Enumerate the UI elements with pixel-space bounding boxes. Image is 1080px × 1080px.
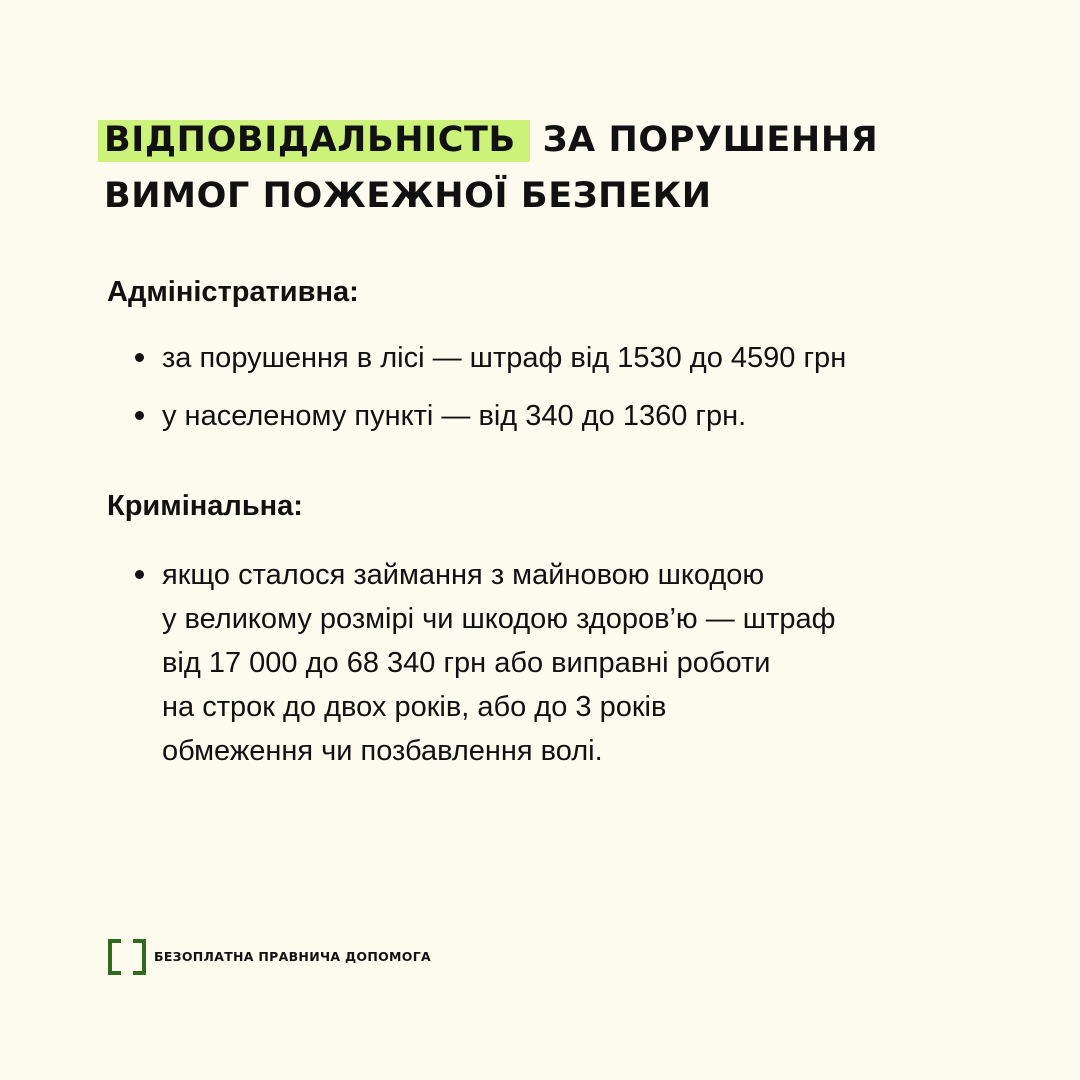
title-highlight: ВІДПОВІДАЛЬНІСТЬ [98, 120, 530, 162]
bullet-icon [135, 353, 144, 362]
section-heading-criminal: Кримінальна: [107, 490, 303, 522]
list-item-text: у населеному пункті — від 340 до 1360 грн. [162, 400, 747, 432]
section-heading-administrative: Адміністративна: [107, 276, 359, 308]
page-title [104, 112, 1004, 224]
administrative-list [135, 336, 1015, 438]
list-item-text: за порушення в лісі — штраф від 1530 до 4590 грн [162, 342, 847, 374]
bullet-icon [135, 411, 144, 420]
footer [108, 938, 431, 974]
list-item [135, 336, 1015, 380]
title-line1-rest: ЗА ПОРУШЕННЯ [529, 120, 879, 160]
criminal-list [135, 553, 1015, 773]
list-item [135, 553, 1015, 773]
brand-name: БЕЗОПЛАТНА ПРАВНИЧА ДОПОМОГА [154, 948, 431, 964]
list-item [135, 394, 1015, 438]
bracket-logo-icon [108, 939, 146, 973]
title-line2: ВИМОГ ПОЖЕЖНОЇ БЕЗПЕКИ [104, 176, 712, 216]
bullet-icon [135, 570, 144, 579]
list-item-text: якщо сталося займання з майновою шкодою у великому розмірі чи шкодою здоров’ю — штраф від 17 000 до 68 340 грн або виправні роботи на строк до двох років, або до 3 років обмеження чи позбавлення волі. [162, 559, 836, 767]
